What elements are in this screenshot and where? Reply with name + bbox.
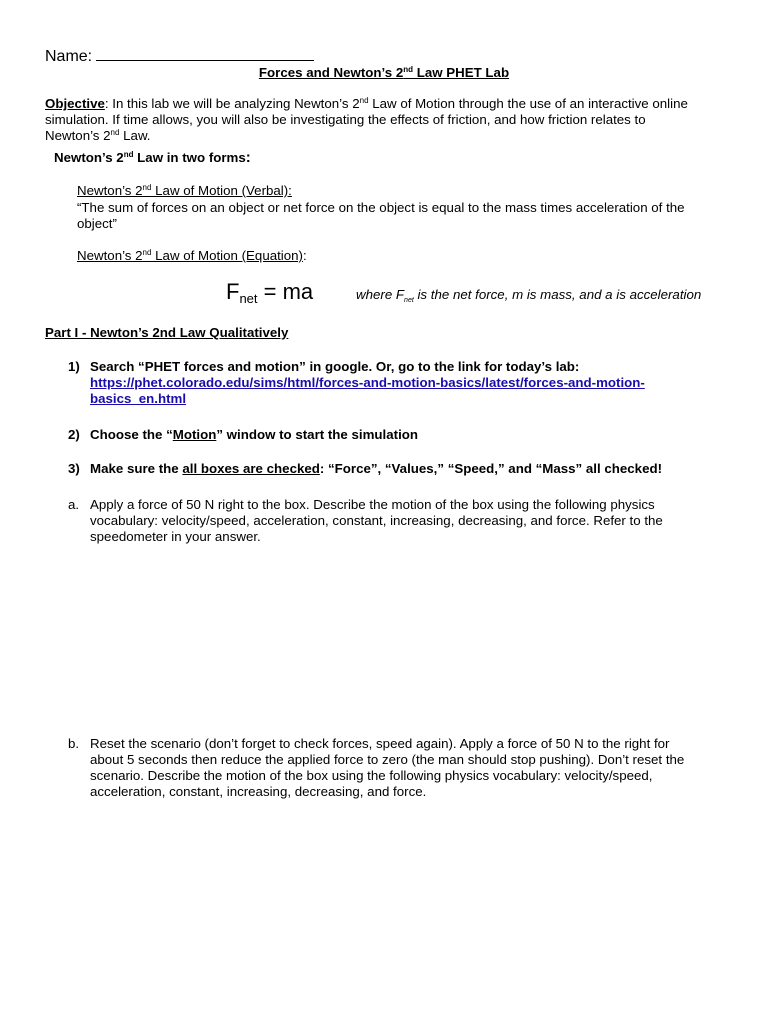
step3-a: Make sure the (90, 461, 183, 476)
answer-space-b[interactable] (90, 810, 730, 1010)
phet-link[interactable] (90, 375, 645, 406)
formula (226, 279, 313, 305)
question-b-label: b. (68, 736, 80, 751)
equation-colon: : (302, 248, 307, 263)
question-a-line3: speedometer in your answer. (90, 529, 261, 544)
equation-subheading (77, 248, 307, 264)
verbal-quote (77, 200, 747, 232)
question-a-line1: Apply a force of 50 N right to the box. Describe the motion of the box using the following physics (90, 497, 655, 512)
equation-a: Newton’s 2 (77, 248, 143, 263)
two-forms-heading (54, 150, 251, 166)
verbal-sup: nd (142, 183, 152, 192)
name-label: Name: (45, 48, 93, 65)
phet-link-line1[interactable]: https://phet.colorado.edu/sims/html/forces-and-motion-basics/latest/forces-and-motion- (90, 375, 645, 390)
title-text-prefix: Forces and Newton’s 2 (258, 65, 404, 80)
verbal-quote-line2: object” (77, 216, 117, 231)
objective-line2: simulation. If time allows, you will also be investigating the effects of friction, and how friction relates to (45, 112, 646, 127)
title-text-suffix: Law PHET Lab (413, 65, 510, 80)
two-forms-heading-colon: : (245, 149, 251, 166)
objective-label: Objective (45, 96, 105, 111)
name-blank-line[interactable] (96, 46, 314, 61)
question-b-line1: Reset the scenario (don’t forget to check forces, speed again). Apply a force of 50 N to the right for (90, 736, 670, 751)
step3-b: : “Force”, “Values,” “Speed,” and “Mass” all checked! (319, 461, 663, 476)
step2-a: Choose the “ (90, 427, 173, 442)
verbal-quote-line1: “The sum of forces on an object or net force on the object is equal to the mass times acceleration of the (77, 200, 685, 215)
question-a-label: a. (68, 497, 80, 512)
formula-note-b: is the net force, m is mass, and a is acceleration (413, 287, 702, 302)
step3-all-boxes: all boxes are checked (182, 461, 320, 476)
part1-heading: Part I - Newton’s 2nd Law Qualitatively (45, 325, 289, 340)
objective-line1-a: : In this lab we will be analyzing Newton’s 2 (104, 96, 360, 111)
step2-motion: Motion (172, 427, 217, 442)
title-sup: nd (403, 65, 414, 74)
objective-line1-sup: nd (359, 96, 369, 105)
phet-link-line2[interactable]: basics_en.html (90, 391, 187, 406)
two-forms-heading-sup: nd (123, 150, 134, 159)
question-a-line2: vocabulary: velocity/speed, acceleration, constant, increasing, decreasing, and force. Refer to the (90, 513, 663, 528)
step2-b: ” window to start the simulation (216, 427, 419, 442)
step1 (68, 359, 748, 407)
verbal-a: Newton’s 2 (77, 183, 143, 198)
objective-line3-a: Newton’s 2 (45, 128, 111, 143)
question-b-line3: scenario. Describe the motion of the box using the following physics vocabulary: velocity/speed, (90, 768, 653, 783)
equation-b: Law of Motion (Equation) (151, 248, 303, 263)
answer-space-a[interactable] (90, 550, 730, 730)
question-b-line2: about 5 seconds then reduce the applied force to zero (the man should stop pushing). Don’t reset the (90, 752, 685, 767)
formula-sub: net (239, 291, 258, 306)
name-field[interactable] (45, 46, 314, 66)
question-b-line4: acceleration, constant, increasing, decreasing, and force. (90, 784, 427, 799)
step1-number: 1) (68, 359, 80, 374)
formula-note-sub: net (404, 297, 414, 304)
equation-sup: nd (142, 248, 152, 257)
page-title (0, 65, 768, 81)
step2 (68, 427, 418, 443)
verbal-subheading (77, 183, 292, 199)
two-forms-heading-b: Law in two forms (133, 150, 246, 165)
objective-line3-sup: nd (110, 128, 120, 137)
two-forms-heading-a: Newton’s 2 (54, 150, 124, 165)
objective-line3-b: Law. (119, 128, 151, 143)
formula-rest: = ma (257, 279, 314, 304)
question-b (68, 736, 748, 800)
verbal-b: Law of Motion (Verbal): (151, 183, 292, 198)
step3-number: 3) (68, 461, 80, 476)
formula-note-a: where F (356, 287, 405, 302)
step2-number: 2) (68, 427, 80, 442)
formula-f: F (226, 279, 240, 304)
step1-text: Search “PHET forces and motion” in google. Or, go to the link for today’s lab: (90, 359, 580, 374)
step3 (68, 461, 662, 477)
formula-note (356, 287, 701, 303)
objective-paragraph (45, 96, 735, 144)
question-a (68, 497, 748, 545)
objective-line1-b: Law of Motion through the use of an interactive online (368, 96, 688, 111)
